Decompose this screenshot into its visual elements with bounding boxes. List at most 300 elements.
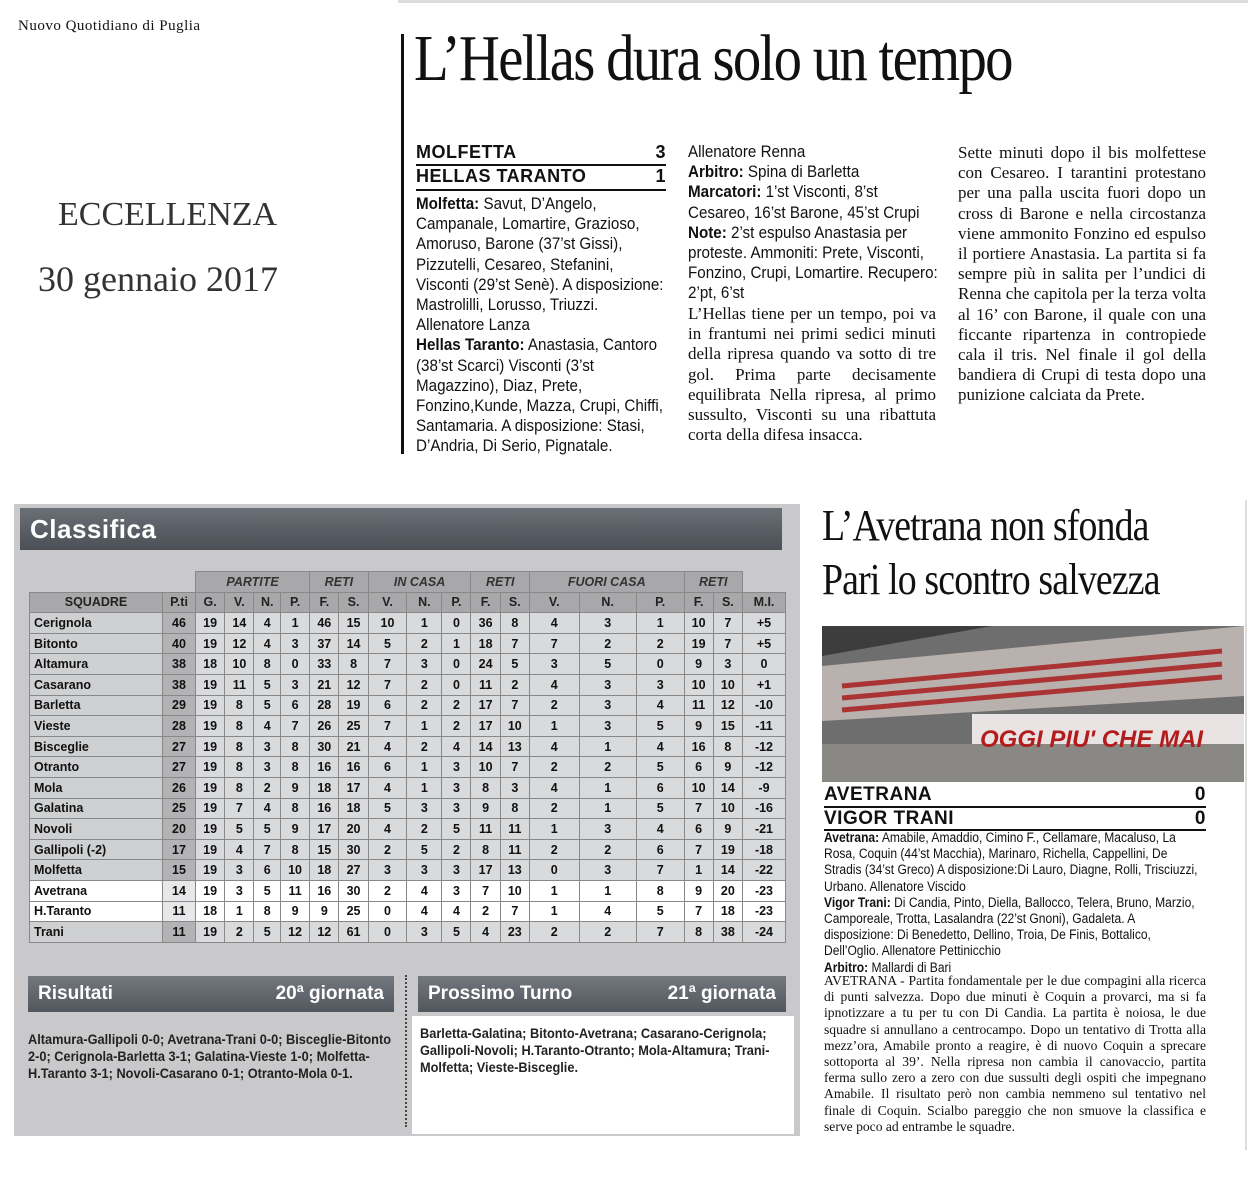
notes: 2’st espulso Anastasia per proteste. Ammoniti: Prete, Visconti, Fonzino, Crupi, Lomartire. Recupero: 2’pt, 6’st (688, 223, 938, 303)
stat-cell: 7 (280, 716, 309, 737)
stat-cell: 14 (339, 633, 368, 654)
stat-cell: 3 (529, 654, 579, 675)
stat-cell: 5 (368, 633, 407, 654)
team-points: 26 (163, 777, 196, 798)
stat-cell: 18 (339, 798, 368, 819)
score-away (416, 166, 666, 187)
stat-cell: 18 (196, 901, 225, 922)
stat-cell: 9 (471, 798, 500, 819)
stat-cell: 25 (339, 901, 368, 922)
score2-away (824, 808, 1206, 830)
stat-cell: 36 (471, 613, 500, 634)
stat-cell: 5 (254, 922, 280, 943)
stat-cell: 8 (225, 757, 254, 778)
stat-cell: 7 (500, 757, 529, 778)
standings-row (30, 819, 786, 840)
lineup-home: Savut, D’Angelo, Campanale, Lomartire, Grazioso, Amoruso, Barone (37’st Gissi), Pizzutelli, Cesareo, Stefanini, Visconti (29’st Senè). A disposizione: Mastrolilli, Lorusso, Triuzzi. Allenatore Lanza (416, 195, 664, 335)
stat-cell: -9 (742, 777, 785, 798)
standings-title: Classifica (20, 508, 782, 550)
stat-cell: 30 (310, 736, 339, 757)
stat-cell: 8 (254, 901, 280, 922)
stat-cell: 19 (196, 757, 225, 778)
away-team: HELLAS TARANTO (416, 166, 587, 186)
standings-row (30, 716, 786, 737)
stat-cell: 2 (529, 757, 579, 778)
referee2: Mallardi di Bari (868, 959, 952, 975)
group-header: IN CASA (368, 572, 471, 593)
stat-cell: 19 (196, 633, 225, 654)
group-header: PARTITE (196, 572, 310, 593)
group-header: RETI (684, 572, 742, 593)
stat-cell: 7 (713, 613, 742, 634)
stat-cell: 10 (500, 716, 529, 737)
standings-row (30, 695, 786, 716)
stat-cell: 2 (579, 839, 636, 860)
stat-cell: 2 (407, 633, 442, 654)
notes-label: Note: (688, 223, 727, 242)
standings-row (30, 674, 786, 695)
stat-cell: 1 (280, 613, 309, 634)
team-points: 11 (163, 922, 196, 943)
article2-body: AVETRANA - Partita fondamentale per le due compagini alla ricerca di punti salvezza. Dopo due minuti è Coquin a provarci, ma si fa ipnotizzare a tu per tu con Di Candia. La partita è noiosa, le due squadre si annullano a centrocampo. Dopo un tentativo di Trotta alla mezz’ora, Amabile pronto a reagire, è di nuovo Coquin a sprecare sottoporta al 39’. Nella ripresa non cambia il canovaccio, partita ferma sullo zero a zero con due sussulti degli ospiti che impegnano Amabile. Il risultato però non cambia nemmeno sul tentativo nel finale di Coquin. Scialbo pareggio che non smuove la classifica e serve poco ad entrambe le squadre. (824, 973, 1206, 1134)
stat-cell: 7 (254, 839, 280, 860)
stat-cell: 38 (713, 922, 742, 943)
stat-cell: 19 (196, 716, 225, 737)
standings-row (30, 922, 786, 943)
stat-cell: 3 (579, 716, 636, 737)
stat-cell: 8 (225, 736, 254, 757)
stat-cell: 19 (339, 695, 368, 716)
standings-column-header (30, 592, 786, 613)
stat-cell: 2 (529, 922, 579, 943)
team-points: 27 (163, 736, 196, 757)
stat-cell: 4 (529, 736, 579, 757)
article-divider (401, 34, 404, 454)
stat-cell: 14 (713, 860, 742, 881)
stat-cell: 4 (254, 716, 280, 737)
stat-cell: 8 (339, 654, 368, 675)
article2-headline-line2: Pari lo scontro salvezza (822, 555, 1160, 604)
standings-row (30, 839, 786, 860)
stat-cell: 2 (442, 716, 471, 737)
stat-cell: +5 (742, 613, 785, 634)
team-name: Casarano (30, 674, 163, 695)
stat-cell: 20 (339, 819, 368, 840)
stat-cell: 30 (339, 880, 368, 901)
stat-cell: 2 (579, 922, 636, 943)
column-header: N. (407, 592, 442, 613)
results-title: Risultati (38, 983, 113, 1004)
stat-cell: 1 (636, 613, 684, 634)
stat-cell: 9 (280, 901, 309, 922)
stat-cell: 4 (254, 798, 280, 819)
results-round: 20ª giornata (275, 983, 384, 1004)
column-header: F. (684, 592, 713, 613)
stat-cell: 8 (225, 777, 254, 798)
stat-cell: 7 (684, 901, 713, 922)
stat-cell: 6 (254, 860, 280, 881)
stat-cell: 0 (529, 860, 579, 881)
stat-cell: +1 (742, 674, 785, 695)
stat-cell: 10 (684, 613, 713, 634)
stat-cell: 19 (196, 613, 225, 634)
stat-cell: 16 (310, 757, 339, 778)
stat-cell: 3 (254, 757, 280, 778)
stat-cell: 6 (368, 757, 407, 778)
stat-cell: 9 (280, 819, 309, 840)
stat-cell: 10 (368, 613, 407, 634)
stat-cell: 19 (196, 674, 225, 695)
publication-date: 30 gennaio 2017 (38, 259, 278, 299)
away-score: 1 (655, 166, 666, 186)
stat-cell: 11 (471, 819, 500, 840)
stat-cell: 4 (636, 819, 684, 840)
next-round-bar (418, 976, 786, 1012)
stat-cell: 16 (339, 757, 368, 778)
team-name: Bitonto (30, 633, 163, 654)
stat-cell: 4 (442, 901, 471, 922)
stat-cell: 19 (196, 922, 225, 943)
stat-cell: 4 (368, 736, 407, 757)
stat-cell: 8 (713, 736, 742, 757)
stat-cell: -11 (742, 716, 785, 737)
lineup-away: Anastasia, Cantoro (38’st Scarci) Visconti (3’st Magazzino), Diaz, Prete, Fonzino,Kunde, Mazza, Crupi, Chiffi, Santamaria. A disposizione: Stasi, D’Andria, Di Serio, Pignatale. (416, 336, 663, 456)
stat-cell: 19 (713, 839, 742, 860)
referee-label: Arbitro: (688, 163, 744, 182)
stat-cell: 7 (368, 654, 407, 675)
stat-cell: 5 (254, 819, 280, 840)
stat-cell: 5 (254, 695, 280, 716)
stat-cell: 8 (280, 736, 309, 757)
stat-cell: 17 (471, 716, 500, 737)
stat-cell: 1 (684, 860, 713, 881)
stat-cell: 2 (368, 839, 407, 860)
stat-cell: 26 (310, 716, 339, 737)
stat-cell: 9 (713, 819, 742, 840)
stat-cell: 6 (280, 695, 309, 716)
stat-cell: 4 (471, 922, 500, 943)
results-bar (28, 976, 394, 1012)
team-name: Molfetta (30, 860, 163, 881)
stat-cell: 1 (407, 613, 442, 634)
column-header: S. (500, 592, 529, 613)
standings-row (30, 633, 786, 654)
team-points: 29 (163, 695, 196, 716)
standings-row (30, 613, 786, 634)
stat-cell: 1 (529, 716, 579, 737)
stat-cell: 20 (713, 880, 742, 901)
stat-cell: 7 (500, 901, 529, 922)
column-header: G. (196, 592, 225, 613)
stat-cell: 3 (442, 777, 471, 798)
stat-cell: 16 (310, 798, 339, 819)
stat-cell: 17 (310, 819, 339, 840)
stat-cell: 2 (442, 839, 471, 860)
stat-cell: 12 (339, 674, 368, 695)
stat-cell: 10 (280, 860, 309, 881)
article1-body-col3: Sette minuti dopo il bis molfettese con Cesareo. I tarantini protestano per una palla uscita fuori dopo un cross di Barone e nella circostanza viene ammonito Fonzino ed espulso il portiere Anastasia. La partita si fa sempre più in salita per l’undici di Renna che capitola per la terza volta al 16’ con Barone, il quale con una ficcante ripartenza in contropiede cala il tris. Nel finale il gol della bandiera di Crupi di testa dopo una punizione calciata da Prete. (958, 143, 1206, 405)
stat-cell: 8 (225, 716, 254, 737)
stat-cell: 3 (579, 819, 636, 840)
lineup-away-label: Hellas Taranto: (416, 336, 525, 355)
column-header: P. (280, 592, 309, 613)
standings-table (29, 571, 786, 943)
stat-cell: 2 (529, 839, 579, 860)
team-name: Mola (30, 777, 163, 798)
stat-cell: 1 (407, 777, 442, 798)
stat-cell: 1 (529, 880, 579, 901)
stat-cell: 11 (500, 839, 529, 860)
stat-cell: 2 (529, 798, 579, 819)
stat-cell: 2 (579, 633, 636, 654)
next-round-title: Prossimo Turno (428, 983, 573, 1004)
stat-cell: 8 (636, 880, 684, 901)
stat-cell: 11 (225, 674, 254, 695)
stat-cell: 7 (684, 798, 713, 819)
stat-cell: 6 (636, 839, 684, 860)
stat-cell: 8 (280, 839, 309, 860)
stat-cell: 27 (339, 860, 368, 881)
stat-cell: 2 (407, 674, 442, 695)
score-home (416, 142, 666, 163)
stat-cell: 2 (442, 695, 471, 716)
stat-cell: 0 (280, 654, 309, 675)
stat-cell: 4 (579, 901, 636, 922)
stat-cell: 7 (500, 633, 529, 654)
stat-cell: 8 (471, 777, 500, 798)
home-team-2: AVETRANA (824, 784, 933, 805)
stat-cell: 2 (407, 695, 442, 716)
column-header: V. (225, 592, 254, 613)
stat-cell: 10 (225, 654, 254, 675)
stat-cell: 0 (368, 922, 407, 943)
stat-cell: 1 (579, 798, 636, 819)
stat-cell: 0 (368, 901, 407, 922)
stat-cell: 3 (225, 880, 254, 901)
stat-cell: 13 (500, 736, 529, 757)
standings-row (30, 880, 786, 901)
stadium-photo (822, 626, 1244, 782)
stat-cell: 3 (713, 654, 742, 675)
team-points: 46 (163, 613, 196, 634)
stat-cell: 2 (471, 901, 500, 922)
stat-cell: 19 (684, 633, 713, 654)
stat-cell: 4 (254, 633, 280, 654)
stat-cell: 2 (368, 880, 407, 901)
stat-cell: 17 (471, 860, 500, 881)
article2-lineups (824, 830, 1207, 976)
stat-cell: 4 (225, 839, 254, 860)
home-score-2: 0 (1194, 784, 1206, 805)
stat-cell: 7 (471, 880, 500, 901)
stat-cell: 4 (254, 613, 280, 634)
stat-cell: 19 (196, 860, 225, 881)
stat-cell: 16 (684, 736, 713, 757)
stat-cell: 10 (684, 674, 713, 695)
home-score: 3 (655, 142, 666, 162)
team-name: Novoli (30, 819, 163, 840)
lineup2-home-label: Avetrana: (824, 830, 880, 845)
stat-cell: 8 (280, 798, 309, 819)
stat-cell: 1 (529, 901, 579, 922)
stat-cell: 11 (280, 880, 309, 901)
stat-cell: 2 (407, 736, 442, 757)
stat-cell: 5 (368, 798, 407, 819)
banner-text: OGGI PIU' CHE MAI (980, 726, 1204, 753)
standings-row (30, 798, 786, 819)
stat-cell: 0 (636, 654, 684, 675)
stat-cell: 3 (442, 757, 471, 778)
stat-cell: 9 (684, 654, 713, 675)
stat-cell: 1 (407, 757, 442, 778)
home-team: MOLFETTA (416, 142, 517, 162)
team-name: Bisceglie (30, 736, 163, 757)
coach: Allenatore Renna (688, 143, 806, 161)
stat-cell: 3 (579, 674, 636, 695)
stat-cell: 3 (407, 860, 442, 881)
stat-cell: -16 (742, 798, 785, 819)
stat-cell: 1 (442, 633, 471, 654)
stat-cell: 18 (713, 901, 742, 922)
stat-cell: 25 (339, 716, 368, 737)
team-name: Cerignola (30, 613, 163, 634)
team-points: 20 (163, 819, 196, 840)
team-points: 40 (163, 633, 196, 654)
column-header: P.ti (163, 592, 196, 613)
column-header: P. (636, 592, 684, 613)
right-divider (1245, 500, 1247, 1150)
stat-cell: 4 (407, 880, 442, 901)
stat-cell: 30 (339, 839, 368, 860)
stat-cell: 19 (196, 819, 225, 840)
stat-cell: 19 (196, 777, 225, 798)
stat-cell: 4 (529, 613, 579, 634)
stat-cell: 21 (339, 736, 368, 757)
scorers-label: Marcatori: (688, 183, 762, 202)
stat-cell: 4 (636, 736, 684, 757)
stat-cell: 3 (442, 860, 471, 881)
team-points: 25 (163, 798, 196, 819)
score2-home (824, 784, 1206, 806)
stat-cell: 3 (280, 633, 309, 654)
standings-row (30, 757, 786, 778)
stat-cell: 7 (713, 633, 742, 654)
stat-cell: 8 (684, 922, 713, 943)
stat-cell: 7 (225, 798, 254, 819)
stat-cell: 19 (196, 798, 225, 819)
results-text: Altamura-Gallipoli 0-0; Avetrana-Trani 0-0; Bisceglie-Bitonto 2-0; Cerignola-Barletta 3-1; Galatina-Vieste 1-0; Molfetta-H.Taranto 3-1; Novoli-Casarano 0-1; Otranto-Mola 0-1. (28, 1032, 392, 1082)
referee2-label: Arbitro: (824, 959, 869, 975)
stat-cell: 8 (254, 654, 280, 675)
stat-cell: 18 (471, 633, 500, 654)
stat-cell: 12 (225, 633, 254, 654)
stat-cell: 10 (471, 757, 500, 778)
stat-cell: 9 (684, 716, 713, 737)
standings-group-header (30, 572, 786, 593)
referee: Spina di Barletta (743, 163, 860, 182)
stat-cell: 3 (280, 674, 309, 695)
stat-cell: 3 (636, 674, 684, 695)
stat-cell: 12 (713, 695, 742, 716)
team-points: 28 (163, 716, 196, 737)
team-name: Gallipoli (-2) (30, 839, 163, 860)
standings-row (30, 736, 786, 757)
stat-cell: 18 (310, 860, 339, 881)
standings-row (30, 777, 786, 798)
stat-cell: -24 (742, 922, 785, 943)
stat-cell: 8 (280, 757, 309, 778)
away-team-2: VIGOR TRANI (824, 808, 955, 829)
team-points: 14 (163, 880, 196, 901)
stat-cell: 12 (310, 922, 339, 943)
column-header: V. (368, 592, 407, 613)
team-name: Vieste (30, 716, 163, 737)
stat-cell: 7 (636, 922, 684, 943)
stat-cell: 2 (254, 777, 280, 798)
team-points: 27 (163, 757, 196, 778)
group-header: RETI (471, 572, 529, 593)
team-points: 38 (163, 674, 196, 695)
stat-cell: 19 (196, 736, 225, 757)
stat-cell: -23 (742, 901, 785, 922)
stat-cell: 18 (196, 654, 225, 675)
column-header: P. (442, 592, 471, 613)
stat-cell: 18 (310, 777, 339, 798)
stat-cell: 9 (280, 777, 309, 798)
stat-cell: 1 (579, 736, 636, 757)
lineup2-home: Amabile, Amaddio, Cimino F., Cellamare, Macaluso, La Rosa, Coquin (44’st Macchia), Marinaro, Richella, Cappellini, De Stradis (34’st Greco) A disposizione:Di Lauro, Diagne, Rolli, Trisciuzzi, Urbano. Allenatore Viscido (824, 830, 1198, 894)
stat-cell: 5 (254, 880, 280, 901)
stat-cell: 2 (225, 922, 254, 943)
stat-cell: 19 (196, 880, 225, 901)
team-points: 11 (163, 901, 196, 922)
article1-body-col2: L’Hellas tiene per un tempo, poi va in frantumi nei primi sedici minuti della ripresa quando va sotto di tre gol. Prima parte decisamente equilibrata Nella ripresa, al primo sussulto, Visconti su una ribattuta corta della difesa insacca. (688, 304, 936, 445)
article2-headline-line1: L’Avetrana non sfonda (822, 501, 1149, 550)
stat-cell: 10 (684, 777, 713, 798)
stat-cell: 4 (407, 901, 442, 922)
column-header: M.I. (742, 592, 785, 613)
stat-cell: 3 (442, 798, 471, 819)
column-header: SQUADRE (30, 592, 163, 613)
stat-cell: 1 (225, 901, 254, 922)
article1-lineups (416, 194, 666, 457)
stat-cell: 7 (636, 860, 684, 881)
stat-cell: 2 (407, 819, 442, 840)
newspaper-name: Nuovo Quotidiano di Puglia (18, 18, 201, 34)
stat-cell: 11 (500, 819, 529, 840)
stat-cell: 5 (500, 654, 529, 675)
article1-headline: L’Hellas dura solo un tempo (414, 22, 1012, 95)
column-header: V. (529, 592, 579, 613)
stat-cell: 7 (368, 674, 407, 695)
stat-cell: 6 (684, 819, 713, 840)
stat-cell: 15 (339, 613, 368, 634)
stat-cell: 4 (529, 674, 579, 695)
stat-cell: 7 (500, 695, 529, 716)
stat-cell: 17 (339, 777, 368, 798)
stat-cell: 3 (254, 736, 280, 757)
stat-cell: 0 (442, 654, 471, 675)
stat-cell: 37 (310, 633, 339, 654)
stat-cell: 4 (368, 777, 407, 798)
section-title: ECCELLENZA (58, 196, 278, 233)
stat-cell: 5 (579, 654, 636, 675)
stat-cell: 6 (636, 777, 684, 798)
stat-cell: 7 (684, 839, 713, 860)
stat-cell: 1 (529, 819, 579, 840)
stat-cell: 19 (196, 695, 225, 716)
stat-cell: 10 (713, 798, 742, 819)
